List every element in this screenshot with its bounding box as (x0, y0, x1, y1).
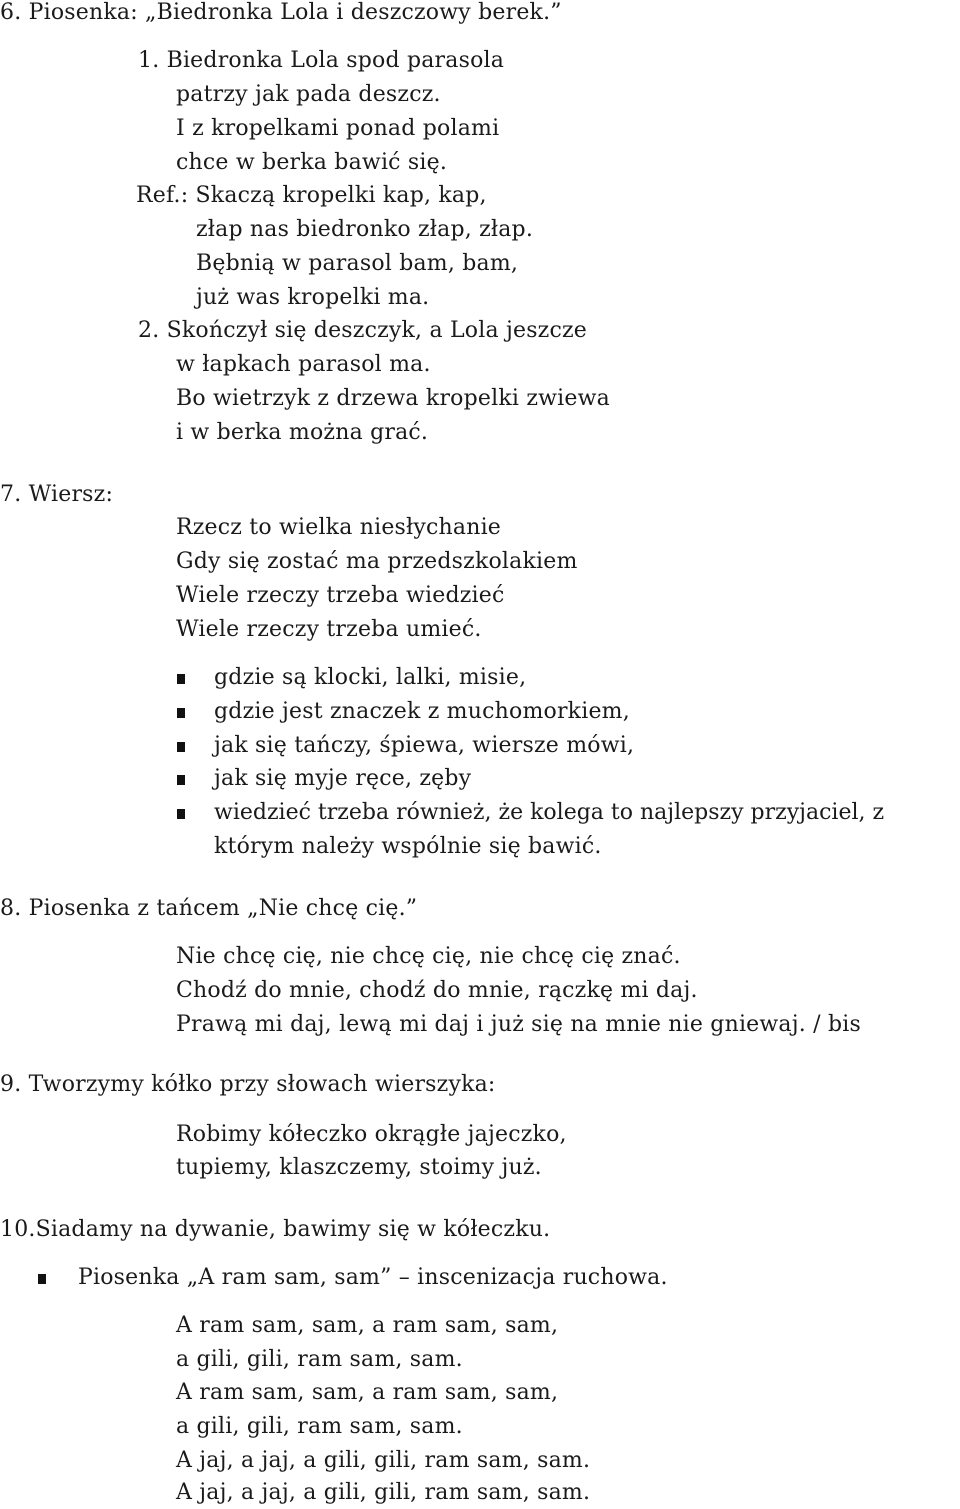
song-line: Chodź do mnie, chodź do mnie, rączkę mi daj. (176, 978, 698, 1003)
song-line: patrzy jak pada deszcz. (176, 82, 441, 107)
song-line: 1. Biedronka Lola spod parasola (138, 48, 505, 73)
bullet-item: Piosenka „A ram sam, sam” – inscenizacja ruchowa. (78, 1265, 668, 1290)
rhyme-line: tupiemy, klaszczemy, stoimy już. (176, 1155, 542, 1180)
bullet-item: gdzie jest znaczek z muchomorkiem, (214, 699, 630, 724)
section-6-heading: 6. Piosenka: „Biedronka Lola i deszczowy berek.” (0, 0, 562, 25)
section-8-heading: 8. Piosenka z tańcem „Nie chcę cię.” (0, 896, 418, 921)
poem-line: Gdy się zostać ma przedszkolakiem (176, 549, 578, 574)
bullet-square-icon (177, 742, 185, 752)
song-refrain-line: złap nas biedronko złap, złap. (196, 217, 534, 242)
rhyme-line: Robimy kółeczko okrągłe jajeczko, (176, 1122, 567, 1147)
bullet-square-icon (177, 809, 185, 819)
section-9-heading: 9. Tworzymy kółko przy słowach wierszyka: (0, 1072, 496, 1097)
song-line: w łapkach parasol ma. (176, 352, 431, 377)
song-line: Nie chcę cię, nie chcę cię, nie chcę cię znać. (176, 944, 681, 969)
section-7-heading: 7. Wiersz: (0, 482, 114, 507)
bullet-item: wiedzieć trzeba również, że kolega to najlepszy przyjaciel, z (214, 800, 885, 825)
bullet-item-continuation: którym należy wspólnie się bawić. (214, 834, 602, 859)
song-line: 2. Skończył się deszczyk, a Lola jeszcze (138, 318, 588, 343)
song-line: A ram sam, sam, a ram sam, sam, (176, 1313, 559, 1338)
song-refrain-line: Ref.: Skaczą kropelki kap, kap, (136, 183, 487, 208)
bullet-item: gdzie są klocki, lalki, misie, (214, 665, 527, 690)
bullet-square-icon (177, 775, 185, 785)
song-line: I z kropelkami ponad polami (176, 116, 500, 141)
poem-line: Wiele rzeczy trzeba wiedzieć (176, 583, 505, 608)
song-line: a gili, gili, ram sam, sam. (176, 1347, 463, 1372)
section-10-heading: 10.Siadamy na dywanie, bawimy się w kółeczku. (0, 1217, 551, 1242)
song-line: Bo wietrzyk z drzewa kropelki zwiewa (176, 386, 610, 411)
bullet-item: jak się tańczy, śpiewa, wiersze mówi, (214, 733, 635, 758)
song-line: A ram sam, sam, a ram sam, sam, (176, 1380, 559, 1405)
song-refrain-line: Bębnią w parasol bam, bam, (196, 251, 519, 276)
song-line: A jaj, a jaj, a gili, gili, ram sam, sam. (176, 1480, 591, 1505)
song-line: a gili, gili, ram sam, sam. (176, 1414, 463, 1439)
song-line: i w berka można grać. (176, 420, 429, 445)
song-line: chce w berka bawić się. (176, 150, 448, 175)
poem-line: Rzecz to wielka niesłychanie (176, 515, 502, 540)
bullet-square-icon (177, 674, 185, 684)
bullet-square-icon (38, 1274, 46, 1284)
song-line: A jaj, a jaj, a gili, gili, ram sam, sam. (176, 1448, 591, 1473)
song-refrain-line: już was kropelki ma. (196, 285, 430, 310)
bullet-item: jak się myje ręce, zęby (214, 766, 472, 791)
poem-line: Wiele rzeczy trzeba umieć. (176, 617, 482, 642)
song-line: Prawą mi daj, lewą mi daj i już się na mnie nie gniewaj. / bis (176, 1012, 861, 1037)
bullet-square-icon (177, 708, 185, 718)
